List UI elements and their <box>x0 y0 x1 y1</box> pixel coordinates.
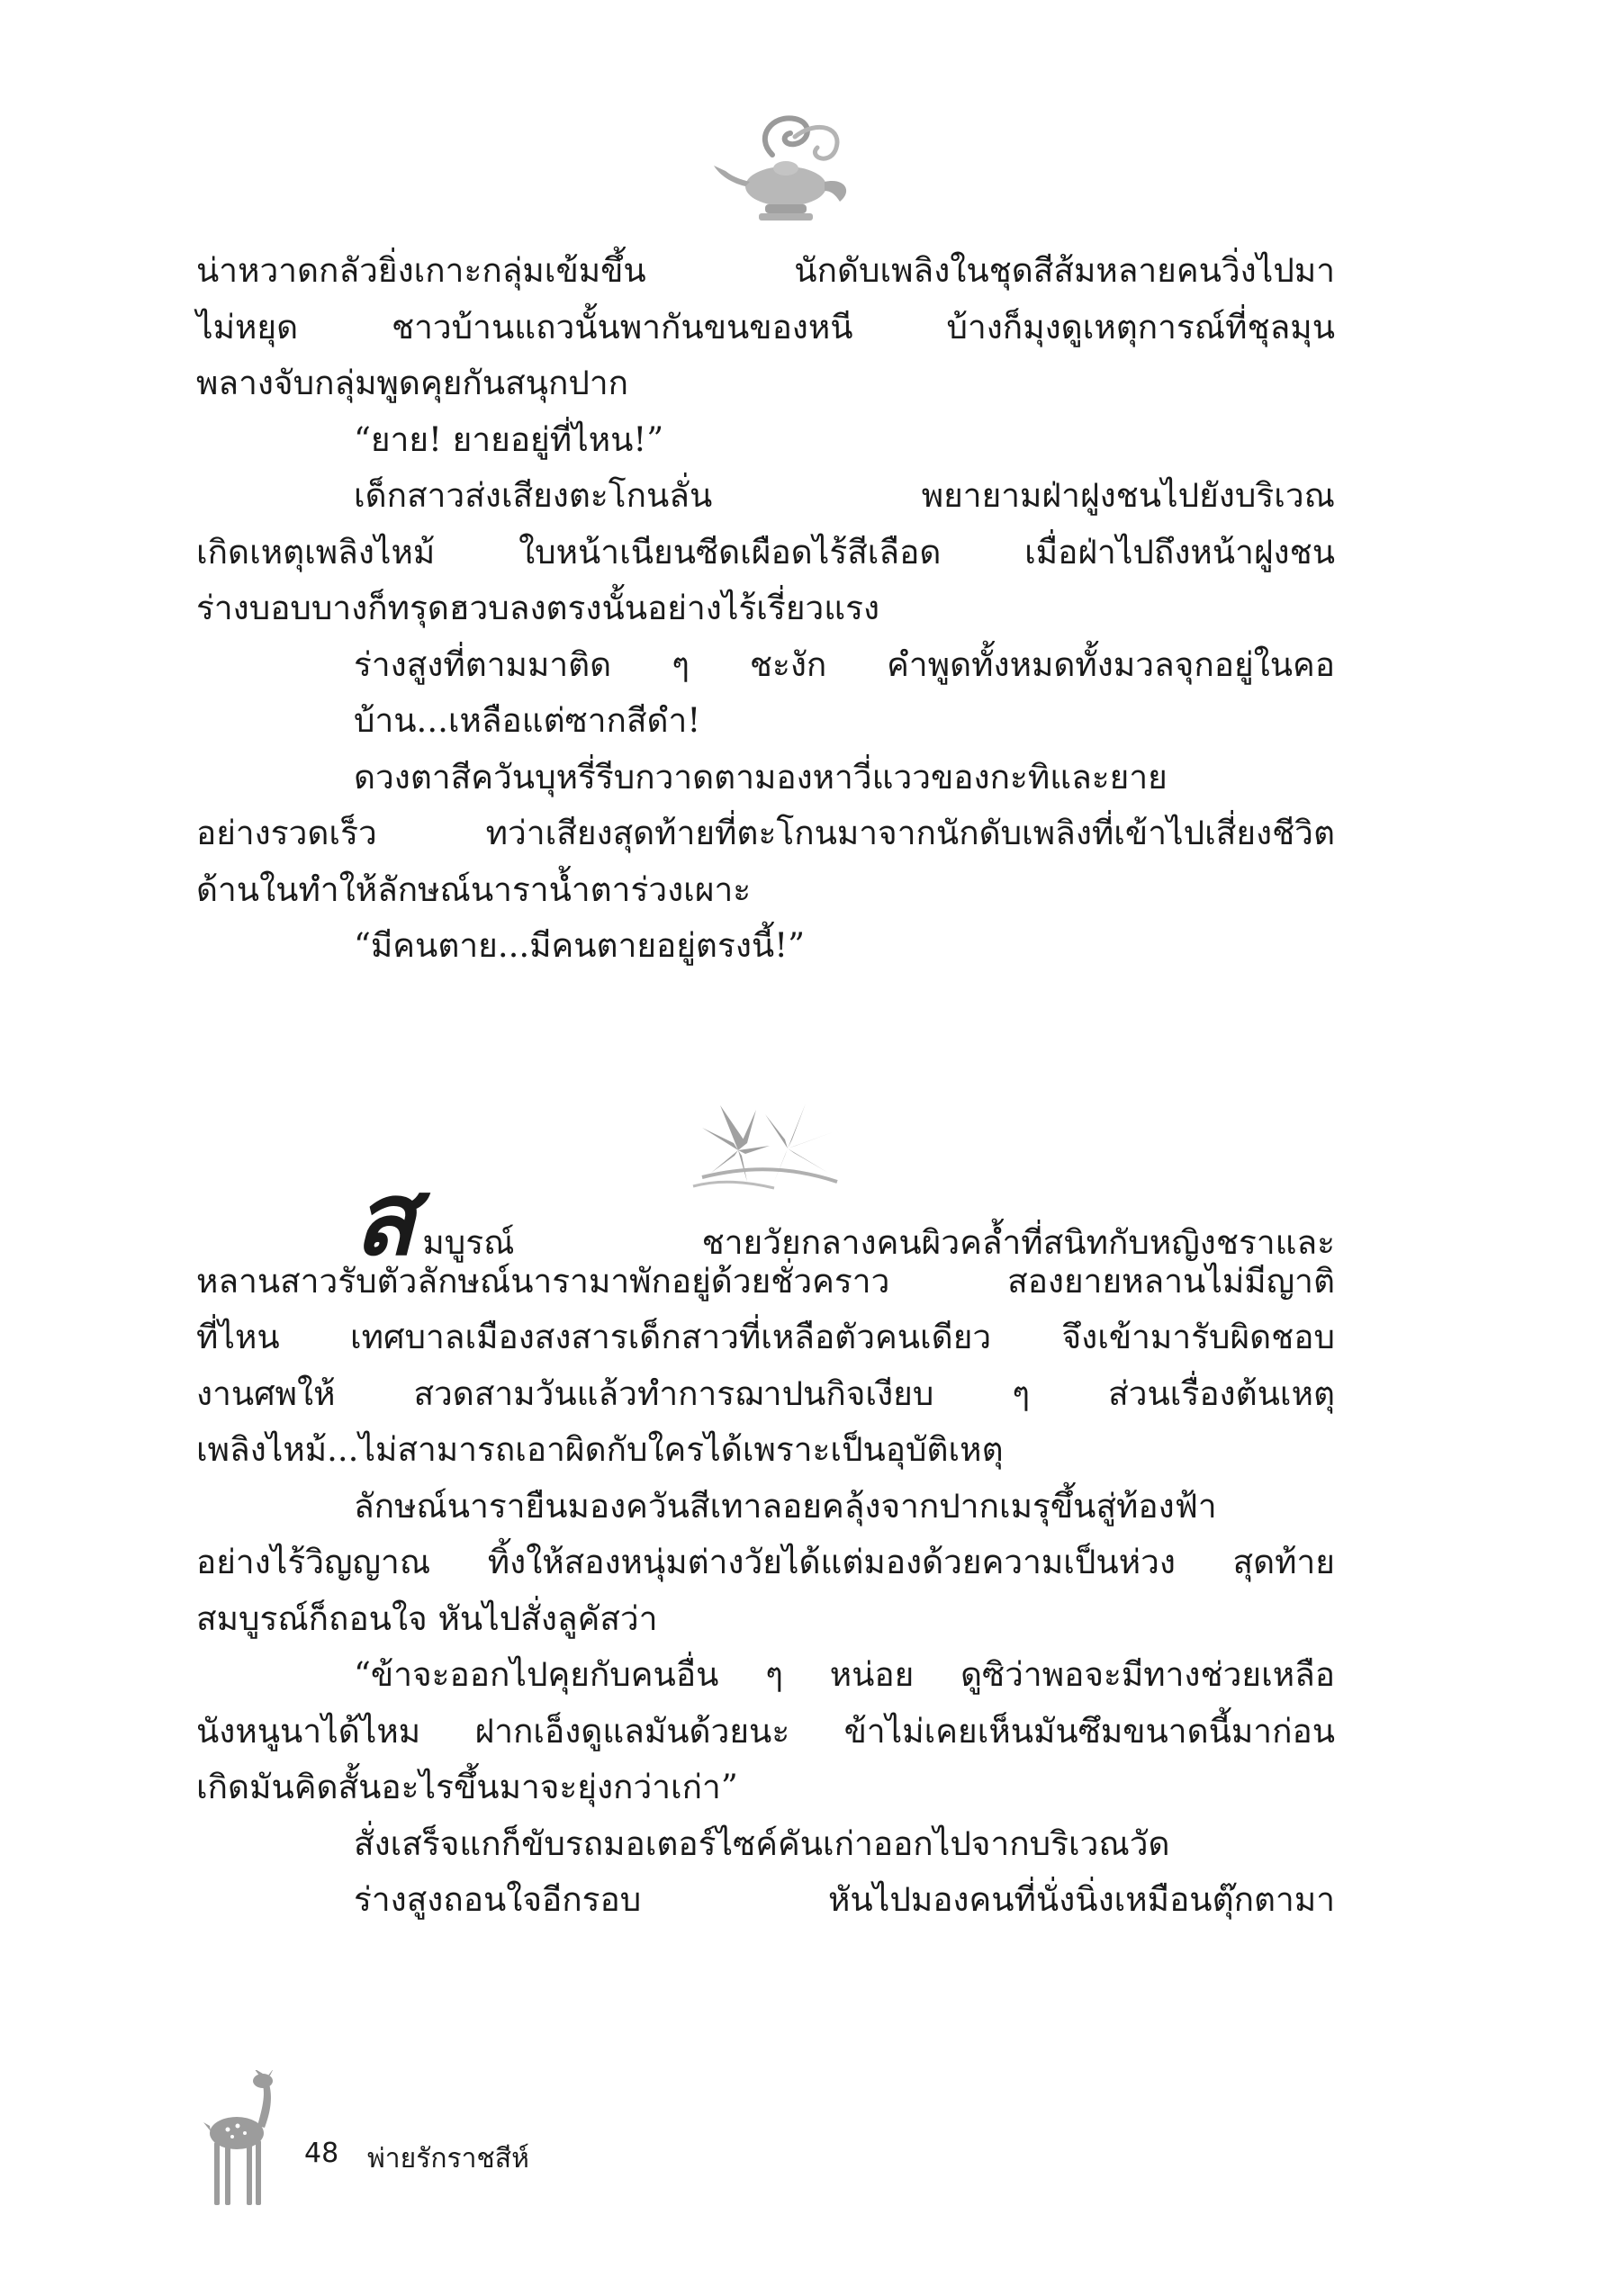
story-2-line: ร่างสูงถอนใจอีกรอบ หันไปมองคนที่นั่งนิ่งเหมือนตุ๊กตามา <box>354 1880 1335 1919</box>
fawn-icon <box>187 2070 286 2214</box>
page-number: 48 <box>304 2138 339 2169</box>
story-2-line: อย่างไร้วิญญาณ ทิ้งให้สองหนุ่มต่างวัยได้แต่มองด้วยความเป็นห่วง สุดท้าย <box>196 1543 1335 1581</box>
book-title: พ่ายรักราชสีห์ <box>367 2143 529 2174</box>
story-1-line: ร่างสูงที่ตามมาติด ๆ ชะงัก คำพูดทั้งหมดทั้งมวลจุกอยู่ในคอ <box>354 644 1335 684</box>
story-section-2 <box>196 1160 1335 1929</box>
story-2-line: ที่ไหน เทศบาลเมืองสงสารเด็กสาวที่เหลือตัวคนเดียว จึงเข้ามารับผิดชอบ <box>196 1318 1335 1356</box>
story-1-line: ไม่หยุด ชาวบ้านแถวนั้นพากันขนของหนี บ้างก็มุงดูเหตุการณ์ที่ชุลมุน <box>196 307 1335 347</box>
page-footer <box>187 2070 817 2214</box>
story-2-line: เกิดมันคิดสั้นอะไรขึ้นมาจะยุ่งกว่าเก่า” <box>196 1768 738 1806</box>
story-1-line: เกิดเหตุเพลิงไหม้ ใบหน้าเนียนซีดเผือดไร้สีเลือด เมื่อฝ่าไปถึงหน้าฝูงชน <box>196 532 1335 572</box>
story-1-line: “ยาย! ยายอยู่ที่ไหน!” <box>354 419 664 459</box>
lily-flower-ornament <box>684 1096 846 1195</box>
story-1-line: ร่างบอบบางก็ทรุดฮวบลงตรงนั้นอย่างไร้เรี่ยวแรง <box>196 589 880 627</box>
story-2-line: งานศพให้ สวดสามวันแล้วทำการฌาปนกิจเงียบ ๆ ส่วนเรื่องต้นเหตุ <box>196 1373 1335 1413</box>
story-1-line: ด้านในทำให้ลักษณ์นาราน้ำตาร่วงเผาะ <box>196 869 752 909</box>
story-2-line: นังหนูนาได้ไหม ฝากเอ็งดูแลมันด้วยนะ ข้าไม่เคยเห็นมันซึมขนาดนี้มาก่อน <box>196 1711 1335 1751</box>
story-section-1 <box>196 243 1335 975</box>
drop-cap: ส <box>354 1160 416 1278</box>
story-1-line: พลางจับกลุ่มพูดคุยกันสนุกปาก <box>196 364 629 402</box>
story-1-line: เด็กสาวส่งเสียงตะโกนลั่น พยายามฝ่าฝูงชนไปยังบริเวณ <box>354 476 1335 515</box>
story-2-line: สั่งเสร็จแกก็ขับรถมอเตอร์ไซค์คันเก่าออกไปจากบริเวณวัด <box>354 1823 1170 1863</box>
story-1-line: บ้าน...เหลือแต่ซากสีดำ! <box>354 701 701 740</box>
story-2-line: “ข้าจะออกไปคุยกับคนอื่น ๆ หน่อย ดูซิว่าพอจะมีทางช่วยเหลือ <box>354 1655 1335 1694</box>
story-2-line: สมบูรณ์ก็ถอนใจ หันไปสั่งลูคัสว่า <box>196 1598 658 1638</box>
story-1-line: “มีคนตาย...มีคนตายอยู่ตรงนี้!” <box>354 926 805 965</box>
story-1-line: น่าหวาดกลัวยิ่งเกาะกลุ่มเข้มขึ้น นักดับเพลิงในชุดสีส้มหลายคนวิ่งไปมา <box>196 251 1335 290</box>
story-2-line: เพลิงไหม้...ไม่สามารถเอาผิดกับใครได้เพราะเป็นอุบัติเหตุ <box>196 1430 1004 1469</box>
first-line-text: มบูรณ์ ชายวัยกลางคนผิวคล้ำที่สนิทกับหญิงชราและ <box>422 1223 1335 1262</box>
genie-lamp-ornament <box>709 101 862 236</box>
story-2-line: ลักษณ์นารายืนมองควันสีเทาลอยคลุ้งจากปากเมรุขึ้นสู่ท้องฟ้า <box>354 1486 1217 1526</box>
story-2-line: หลานสาวรับตัวลักษณ์นารามาพักอยู่ด้วยชั่วคราว สองยายหลานไม่มีญาติ <box>196 1261 1335 1301</box>
story-1-line: ดวงตาสีควันบุหรี่รีบกวาดตามองหาวี่แววของกะทิและยาย <box>354 757 1168 797</box>
first-line-with-dropcap <box>196 1160 1335 1278</box>
story-1-line: อย่างรวดเร็ว ทว่าเสียงสุดท้ายที่ตะโกนมาจากนักดับเพลิงที่เข้าไปเสี่ยงชีวิต <box>196 814 1335 852</box>
